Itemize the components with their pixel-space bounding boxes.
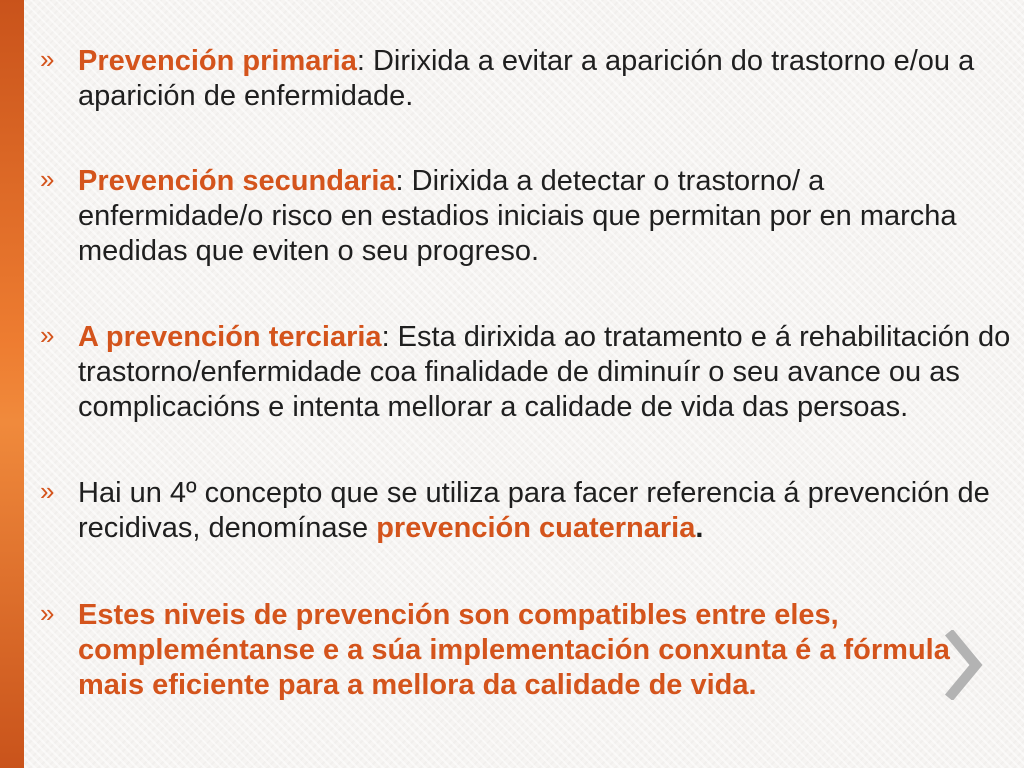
bullet-colon: :: [381, 321, 390, 353]
bullet-item-quaternary-prevention: [40, 476, 1015, 546]
bullet-period: .: [695, 512, 704, 544]
bullet-marker: »: [40, 44, 55, 74]
bullet-marker: »: [40, 598, 55, 628]
bullet-term: Prevención primaria: [78, 45, 357, 77]
bullet-item-primary-prevention: [40, 44, 1015, 114]
bullet-colon: :: [395, 165, 404, 197]
bullet-term: A prevención terciaria: [78, 321, 382, 353]
bullet-text: Esta dirixida ao tratamento e á rehabilitación do trastorno/enfermidade coa finalidade de diminuír o seu avance ou as complicacións e intenta mellorar a calidade de vida das persoas.: [78, 321, 1011, 423]
bullet-text: Dirixida a evitar a aparición do trastorno e/ou a aparición de enfermidade.: [78, 45, 975, 112]
bullet-item-secondary-prevention: [40, 164, 1015, 269]
slide-content: [40, 44, 1015, 703]
chevron-right-icon[interactable]: [942, 630, 986, 700]
bullet-text: Estes niveis de prevención son compatibles entre eles, compleméntanse e a súa implementación conxunta é a fórmula mais eficiente para a mellora da calidade de vida.: [78, 599, 950, 701]
bullet-colon: :: [356, 45, 365, 77]
bullet-text: Dirixida a detectar o trastorno/ a enfermidade/o risco en estadios iniciais que permitan por en marcha medidas que eviten o seu progreso.: [78, 165, 957, 267]
bullet-term: Prevención secundaria: [78, 165, 396, 197]
bullet-marker: »: [40, 164, 55, 194]
sidebar-accent-bar: [0, 0, 24, 768]
bullet-item-tertiary-prevention: [40, 320, 1015, 425]
bullet-term: prevención cuaternaria: [376, 512, 696, 544]
bullet-marker: »: [40, 476, 55, 506]
bullet-text: Hai un 4º concepto que se utiliza para facer referencia á prevención de recidivas, denomínase: [78, 477, 990, 544]
bullet-marker: »: [40, 320, 55, 350]
bullet-item-summary: [40, 598, 1015, 703]
